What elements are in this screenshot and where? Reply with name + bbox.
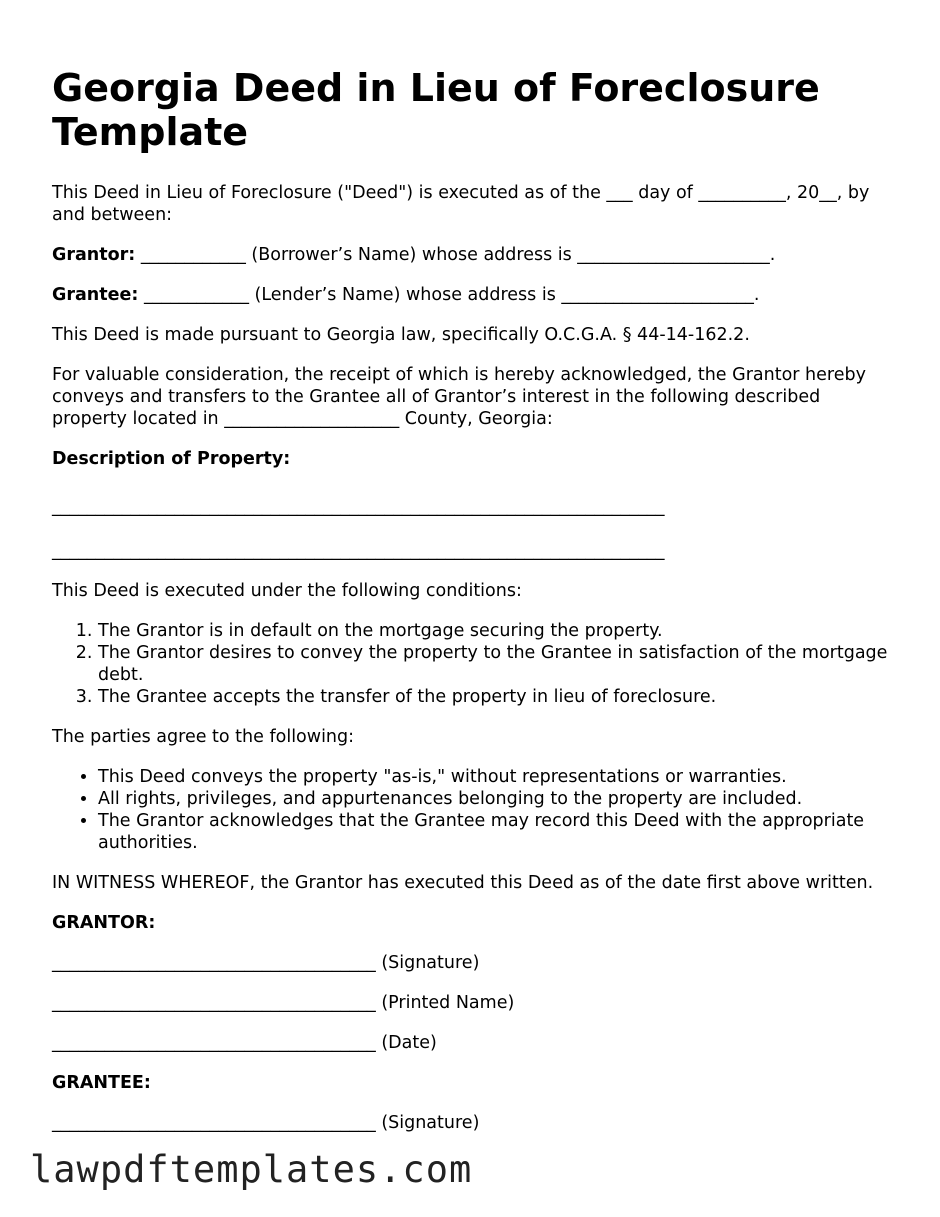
grantor-line [52,244,892,266]
watermark-text: lawpdftemplates.com [30,1148,473,1191]
grantee-signature-line: _____________________________________ (Signature) [52,1113,480,1133]
agreements-list [52,766,892,854]
description-line: ______________________________________________________________________ [52,497,665,517]
grantor-label: Grantor: [52,245,136,265]
grantor-signature-line: _____________________________________ (Signature) [52,953,480,973]
grantor-text: ____________ (Borrower’s Name) whose address is ______________________. [135,245,776,265]
conditions-list [52,620,892,708]
document-page [52,66,892,1152]
grantee-label: Grantee: [52,285,139,305]
condition-item: 1. The Grantor is in default on the mortgage securing the property. [98,620,892,642]
agreement-intro: The parties agree to the following: [52,727,355,747]
agreement-item: • All rights, privileges, and appurtenances belonging to the property are included. [98,788,892,810]
agreement-item: • This Deed conveys the property "as-is," without representations or warranties. [98,766,892,788]
grantor-heading: GRANTOR: [52,913,156,933]
intro-paragraph: This Deed in Lieu of Foreclosure ("Deed") is executed as of the ___ day of __________, 20__, by and between: [52,183,870,225]
law-paragraph: This Deed is made pursuant to Georgia law, specifically O.C.G.A. § 44-14-162.2. [52,325,750,345]
condition-item: 2. The Grantor desires to convey the property to the Grantee in satisfaction of the mortgage debt. [98,642,892,686]
grantor-printed-name-line: _____________________________________ (Printed Name) [52,993,515,1013]
agreement-item: • The Grantor acknowledges that the Grantee may record this Deed with the appropriate authorities. [98,810,892,854]
grantee-text: ____________ (Lender’s Name) whose address is ______________________. [138,285,760,305]
description-line: ______________________________________________________________________ [52,541,665,561]
description-heading: Description of Property: [52,449,291,469]
grantor-date-line: _____________________________________ (Date) [52,1033,437,1053]
condition-item: 3. The Grantee accepts the transfer of the property in lieu of foreclosure. [98,686,892,708]
conditions-intro: This Deed is executed under the following conditions: [52,581,522,601]
grantee-heading: GRANTEE: [52,1073,151,1093]
witness-paragraph: IN WITNESS WHEREOF, the Grantor has executed this Deed as of the date first above written. [52,873,874,893]
consideration-paragraph: For valuable consideration, the receipt of which is hereby acknowledged, the Grantor hereby conveys and transfers to the Grantee all of Grantor’s interest in the following described property located in ____________________ County, Georgia: [52,365,866,429]
document-title: Georgia Deed in Lieu of Foreclosure Template [52,66,820,154]
grantee-line [52,284,892,306]
